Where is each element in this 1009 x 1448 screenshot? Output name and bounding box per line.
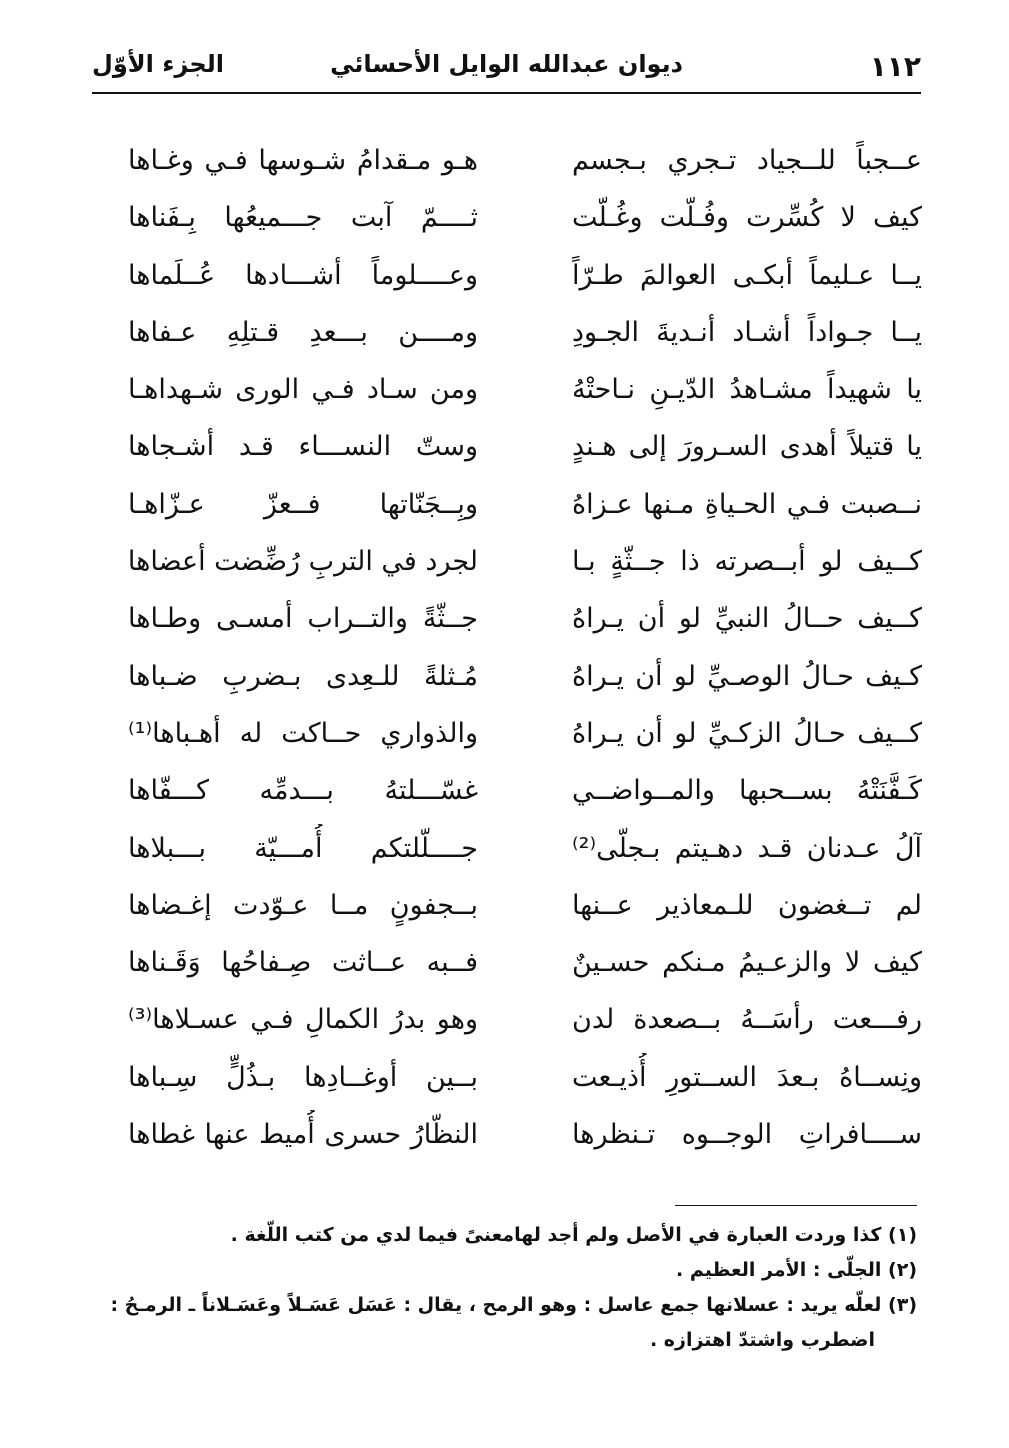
verse-first-hemistich: كــيف حــالُ النبيِّ لو أن يـراهُ [572, 603, 922, 635]
footnotes [92, 1218, 917, 1358]
verse-first-hemistich: كـيف حـالُ الوصـيِّ لو أن يـراهُ [572, 660, 922, 692]
verse-first-hemistich: آلُ عـدنان قـد دهـيتم بـجلّى⁽²⁾ [572, 832, 922, 864]
verse-row [92, 1053, 922, 1110]
verse-second-hemistich: والذواري حــاكت له أهـباها⁽¹⁾ [128, 717, 478, 749]
verse-second-hemistich: جــــلّلتكم أُمـــيّة بـــبلاها [128, 832, 478, 864]
verse-row [92, 251, 922, 308]
verse-first-hemistich: يا شهيداً مشـاهدُ الدّيـنِ نـاحتْهُ [572, 374, 922, 406]
running-header [92, 44, 921, 94]
footnote-2: (٢) الجلّى : الأمر العظيم . [676, 1259, 917, 1281]
page-number: ١١٢ [869, 50, 921, 83]
verse-row [92, 995, 922, 1052]
verse-first-hemistich: ونِســاهُ بـعدَ الســتورِ أُذيـعت [572, 1061, 922, 1093]
verse-row [92, 308, 922, 365]
verse-row [92, 365, 922, 422]
verse-first-hemistich: عــجباً للــجياد تـجري بـجسم [572, 145, 922, 176]
verse-second-hemistich: وبِــجَنّاتها فــعزّ عـزّاهـا [128, 488, 478, 520]
verse-second-hemistich: هـو مـقدامُ شـوسها فـي وغـاها [128, 145, 478, 176]
verse-second-hemistich: ثــــمّ آبت جـــميعُها بِـفَناها [128, 202, 478, 234]
verse-second-hemistich: فــبه عــاثت صِـفاحُها وَقَـناها [128, 947, 478, 979]
footnote-3-continuation: اضطرب واشتدّ اهتزازه . [649, 1329, 875, 1351]
verse-second-hemistich: لجرد في التربِ رُضِّضت أعضاها [128, 546, 478, 578]
verse-first-hemistich: لم تــغضون للـمعاذير عــنها [572, 889, 922, 921]
footnote-divider [675, 1205, 917, 1206]
verse-first-hemistich: كــيف حـالُ الزكـيِّ لو أن يـراهُ [572, 717, 922, 749]
verse-second-hemistich: جــثّةً والتــراب أمسـى وطـاها [128, 603, 478, 635]
verse-second-hemistich: بــجفونٍ مــا عـوّدت إغـضاها [128, 889, 478, 921]
verse-first-hemistich: كــيف لو أبــصرته ذا جــثّةٍ بـا [572, 546, 922, 578]
verse-second-hemistich: ومن سـاد فـي الورى شـهداهـا [128, 374, 478, 406]
verse-second-hemistich: وعــــلوماً أشـــادها عُــلَماها [128, 259, 478, 291]
footnote-3: (٣) لعلّه يريد : عسلانها جمع عاسل : وهو الرمح ، يقال : عَسَل عَسَـلاً وعَسَـلاناً ـ الرمـحُ : [110, 1294, 917, 1316]
verse-first-hemistich: كيف لا والزعـيمُ مـنكم حسـينٌ [572, 947, 922, 979]
volume-label: الجزء الأوّل [92, 50, 224, 78]
verse-second-hemistich: النظّارُ حسرى أُميط عنها غطاها [128, 1119, 478, 1151]
verse-first-hemistich: كيف لا كُسِّرت وفُـلّت وغُـلّت [572, 202, 922, 234]
verse-second-hemistich: غسّـــلتهُ بـــدمِّه كـــفّاها [128, 775, 478, 807]
verse-row [92, 480, 922, 537]
verse-first-hemistich: ســــافراتِ الوجــوه تـنظرها [572, 1119, 922, 1151]
verse-row [92, 881, 922, 938]
verse-first-hemistich: نــصبت فـي الحـياةِ مـنها عـزاهُ [572, 488, 922, 520]
verse-row [92, 1110, 922, 1167]
verse-first-hemistich: رفـــعت رأسَــهُ بــصعدة لدن [572, 1004, 922, 1036]
verse-row [92, 938, 922, 995]
verse-row [92, 824, 922, 881]
verse-second-hemistich: مُـثلةً للـعِدى بـضربِ ضـباها [128, 660, 478, 692]
verse-first-hemistich: يا قتيلاً أهدى السـرورَ إلى هـندٍ [572, 431, 922, 463]
verse-row [92, 594, 922, 651]
verse-first-hemistich: يــا عـليماً أبكـى العوالمَ طـرّاً [572, 259, 922, 291]
verse-row [92, 136, 922, 193]
verse-first-hemistich: يــا جـواداً أشـاد أنـديةَ الجـودِ [572, 316, 922, 348]
verse-row [92, 652, 922, 709]
verse-first-hemistich: كَـفَّنَتْهُ بســحبها والمــواضــي [572, 775, 922, 807]
verse-row [92, 422, 922, 479]
verse-row [92, 766, 922, 823]
book-title: ديوان عبدالله الوايل الأحسائي [330, 50, 683, 78]
verse-second-hemistich: وستّ النســـاء قـد أشـجاها [128, 431, 478, 463]
verse-row [92, 709, 922, 766]
poem-body [92, 136, 922, 1167]
verse-second-hemistich: بــين أوغــادِها بـذُلٍّ سِـباها [128, 1061, 478, 1093]
verse-row [92, 537, 922, 594]
footnote-1: (١) كذا وردت العبارة في الأصل ولم أجد لهامعنىً فيما لدي من كتب اللّغة . [230, 1224, 917, 1246]
verse-second-hemistich: ومــــن بـــعدِ قـتلِهِ عـفاها [128, 316, 478, 348]
verse-row [92, 193, 922, 250]
verse-second-hemistich: وهو بدرُ الكمالِ فـي عسـلاها⁽³⁾ [128, 1004, 478, 1036]
